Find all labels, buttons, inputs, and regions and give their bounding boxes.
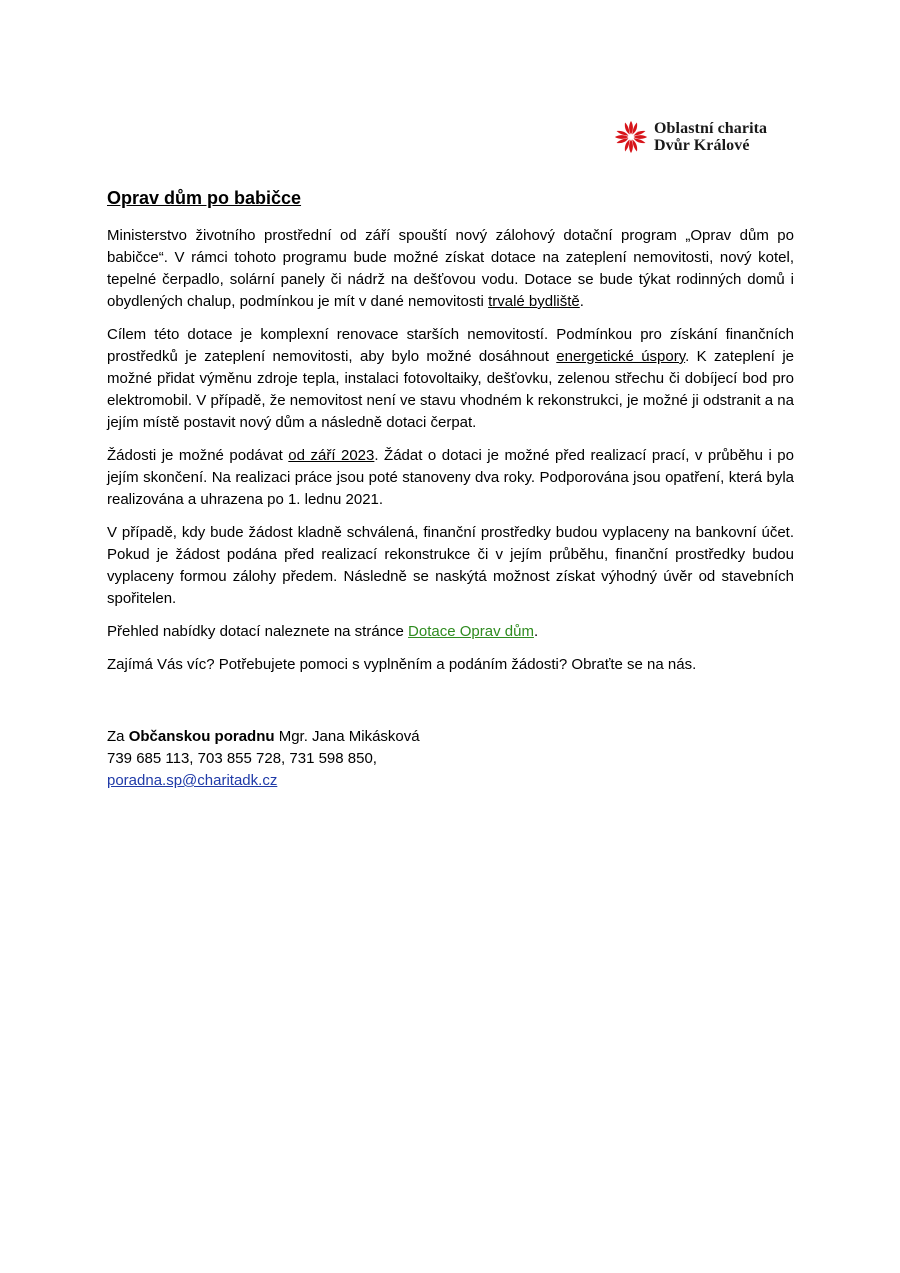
contact-person: Mgr. Jana Mikásková (274, 728, 420, 745)
contact-signature (107, 726, 420, 748)
paragraph-text: Přehled nabídky dotací naleznete na stránce (107, 623, 409, 640)
paragraph-text-end: . Žádat o dotaci je možné před realizací prací, v průběhu i po jejím skončení. Na realizaci práce jsou poté stanoveny dva roky. Podporována jsou opatření, která byla realizována a uhrazena po 1. lednu 2021. (107, 447, 794, 508)
paragraph-goal (107, 324, 794, 434)
charity-name (654, 120, 767, 154)
paragraph-overview (107, 621, 794, 643)
contact-organization: Občanskou poradnu (128, 728, 275, 745)
document-body (107, 225, 794, 687)
contact-block (107, 726, 420, 792)
contact-email-link[interactable]: poradna.sp@charitadk.cz (107, 772, 278, 789)
charity-name-line1: Oblastní charita (654, 120, 768, 137)
paragraph-applications (107, 445, 794, 511)
contact-phones: 739 685 113, 703 855 728, 731 598 850, (107, 750, 377, 767)
start-date-emphasis: od září 2023 (288, 447, 375, 464)
paragraph-program-intro (107, 225, 794, 313)
charity-logo (614, 120, 767, 154)
paragraph-contact-invite: Zajímá Vás víc? Potřebujete pomoci s vyplněním a podáním žádosti? Obraťte se na nás. (107, 656, 697, 673)
document-title: Oprav dům po babičce (107, 188, 302, 208)
energy-savings-emphasis: energetické úspory (556, 348, 686, 365)
charity-cross-icon (614, 120, 648, 154)
permanent-residence-emphasis: trvalé bydliště (488, 293, 580, 310)
paragraph-text: Cílem této dotace je komplexní renovace starších nemovitostí. Podmínkou pro získání finančních prostředků je zateplení nemovitosti, aby bylo možné dosáhnout (107, 326, 794, 365)
contact-prefix: Za (107, 728, 129, 745)
subsidy-page-link[interactable]: Dotace Oprav dům (408, 623, 534, 640)
paragraph-text-end: . K zateplení je možné přidat výměnu zdroje tepla, instalaci fotovoltaiky, dešťovku, zelenou střechu či dobíjecí bod pro elektromobil. V případě, že nemovitost není ve stavu vhodném k rekonstrukci, je možné ji odstranit a na jejím místě postavit nový dům a následně dotaci čerpat. (107, 348, 794, 431)
paragraph-text: Ministerstvo životního prostřední od září spouští nový zálohový dotační program „Oprav dům po babičce“. V rámci tohoto programu bude možné získat dotace na zateplení nemovitosti, nový kotel, tepelné čerpadlo, solární panely či nádrž na dešťovou vodu. Dotace se bude týkat rodinných domů i obydlených chalup, podmínkou je mít v dané nemovitosti (107, 227, 794, 310)
paragraph-payment: V případě, kdy bude žádost kladně schválená, finanční prostředky budou vyplaceny na bankovní účet. Pokud je žádost podána před realizací rekonstrukce či v jejím průběhu, finanční prostředky budou vyplaceny formou zálohy předem. Následně se naskýtá možnost získat výhodný úvěr od stavebních spořitelen. (107, 524, 794, 607)
paragraph-text: Žádosti je možné podávat (107, 447, 289, 464)
charity-name-line2: Dvůr Králové (654, 137, 750, 154)
paragraph-text-end: . (533, 623, 539, 640)
paragraph-text-end: . (579, 293, 584, 310)
